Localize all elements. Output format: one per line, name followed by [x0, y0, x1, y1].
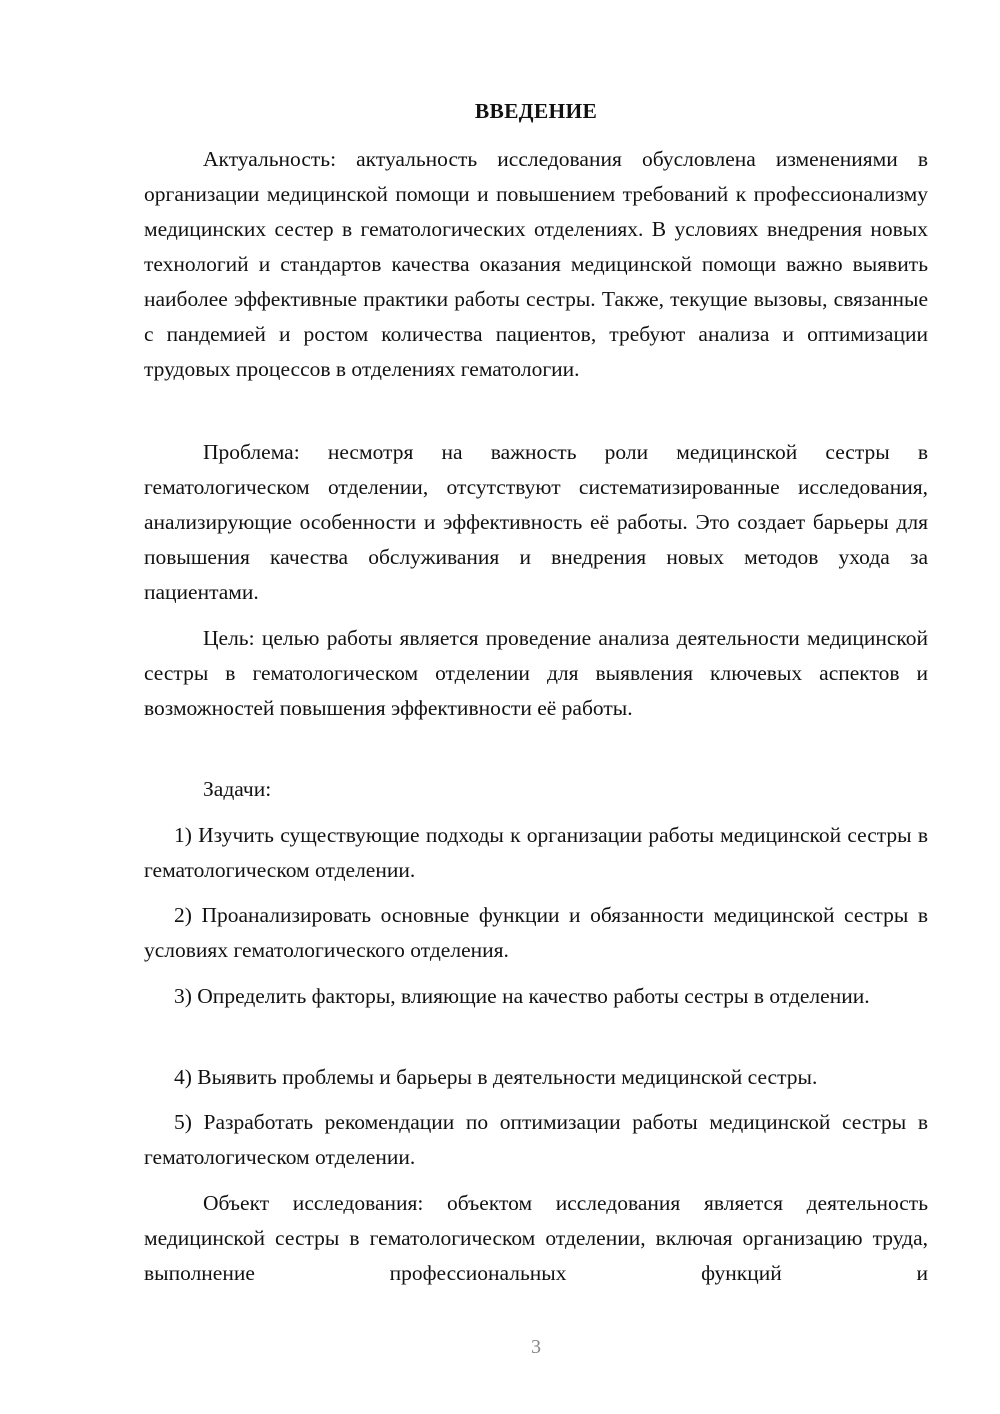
tasks-heading: Задачи: — [203, 777, 272, 801]
object-paragraph: Объект исследования: объектом исследования является деятельность медицинской сестры в гематологическом отделении, включая организацию труда, выполнение профессиональных функций и — [144, 1191, 928, 1285]
task-item: 1) Изучить существующие подходы к организации работы медицинской сестры в гематологическом отделении. — [144, 823, 928, 882]
task-item: 3) Определить факторы, влияющие на качество работы сестры в отделении. — [174, 984, 870, 1008]
goal-paragraph: Цель: целью работы является проведение анализа деятельности медицинской сестры в гематологическом отделении для выявления ключевых аспектов и возможностей повышения эффективности её работы. — [144, 626, 928, 720]
page-number: 3 — [531, 1336, 541, 1358]
task-item: 2) Проанализировать основные функции и обязанности медицинской сестры в условиях гематологического отделения. — [144, 903, 928, 962]
problem-paragraph: Проблема: несмотря на важность роли медицинской сестры в гематологическом отделении, отсутствуют систематизированные исследования, анализирующие особенности и эффективность её работы. Это создает барьеры для повышения качества обслуживания и внедрения новых методов ухода за пациентами. — [144, 440, 928, 604]
task-item: 4) Выявить проблемы и барьеры в деятельности медицинской сестры. — [174, 1065, 818, 1089]
section-title: ВВЕДЕНИЕ — [474, 99, 598, 123]
task-item: 5) Разработать рекомендации по оптимизации работы медицинской сестры в гематологическом отделении. — [144, 1110, 928, 1169]
relevance-paragraph: Актуальность: актуальность исследования обусловлена изменениями в организации медицинской помощи и повышением требований к профессионализму медицинских сестер в гематологических отделениях. В условиях внедрения новых технологий и стандартов качества оказания медицинской помощи важно выявить наиболее эффективные практики работы сестры. Также, текущие вызовы, связанные с пандемией и ростом количества пациентов, требуют анализа и оптимизации трудовых процессов в отделениях гематологии. — [144, 147, 928, 381]
